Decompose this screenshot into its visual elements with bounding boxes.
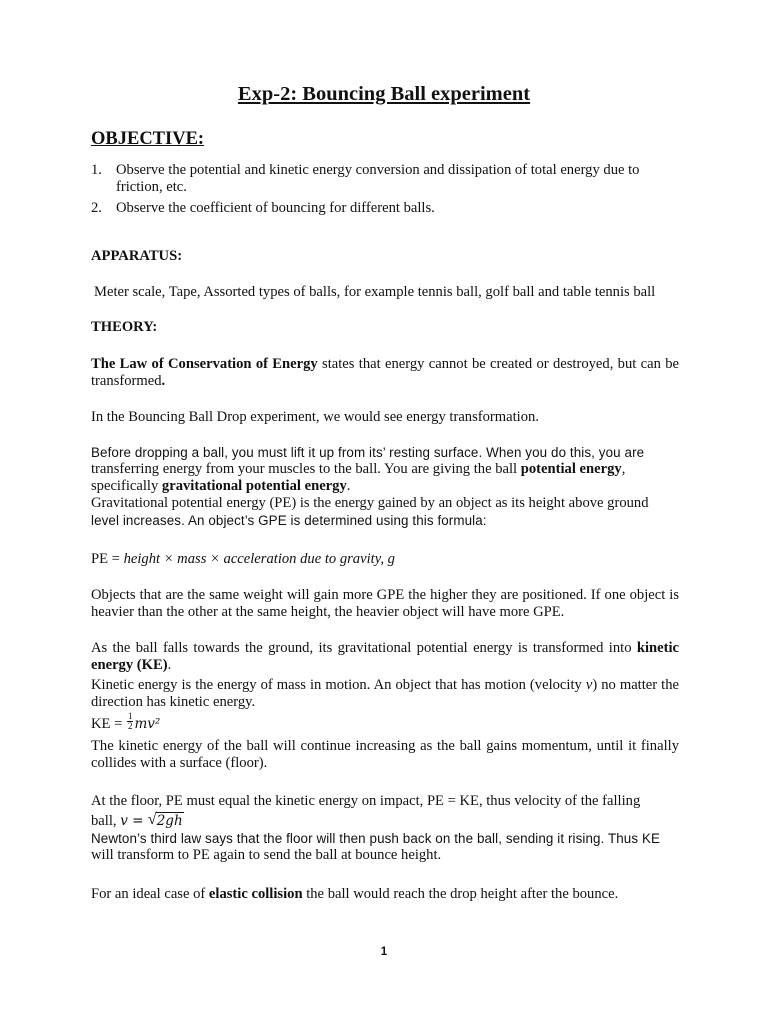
sqrt-radicand: 2gh — [156, 813, 183, 829]
list-item — [91, 200, 679, 217]
elastic-collision-term: elastic collision — [208, 886, 303, 902]
newton-line-2: will transform to PE again to send the ball at bounce height. — [91, 847, 442, 863]
fraction-denominator: 2 — [127, 721, 133, 731]
kinetic-text: As the ball falls towards the ground, its gravitational potential energy is transformed into — [91, 640, 637, 656]
list-item-text: Observe the potential and kinetic energy conversion and dissipation of total energy due to friction, etc. — [116, 162, 640, 195]
pe-formula-prefix: PE = — [91, 551, 124, 567]
objective-list — [91, 162, 679, 221]
punct: . — [346, 478, 351, 494]
kinetic-energy-term: kinetic energy (KE) — [91, 640, 679, 673]
objective-heading: OBJECTIVE: — [91, 129, 205, 149]
sqrt-icon: √ — [147, 811, 157, 828]
lift-line-1: Before dropping a ball, you must lift it up from its’ resting surface. When you do this, you are — [91, 445, 645, 460]
lift-line-2 — [91, 461, 679, 478]
motion-text: Kinetic energy is the energy of mass in motion. An object that has motion (velocity — [91, 677, 586, 693]
momentum-paragraph: The kinetic energy of the ball will continue increasing as the ball gains momentum, until it finally collides with a surface (floor). — [91, 738, 679, 771]
floor-line-1: At the floor, PE must equal the kinetic energy on impact, PE = KE, thus velocity of the falling — [91, 793, 641, 809]
half-fraction — [127, 712, 134, 731]
fraction-numerator: 1 — [127, 711, 133, 721]
potential-energy-term: potential energy — [520, 461, 622, 477]
punct: . — [167, 657, 172, 673]
ke-formula — [91, 711, 679, 734]
newton-line-1: Newton’s third law says that the floor will then push back on the ball, sending it rising. Thus KE — [91, 831, 661, 846]
list-item-text: Observe the coefficient of bouncing for different balls. — [116, 200, 435, 216]
ke-formula-expression: mv² — [134, 715, 161, 732]
velocity-symbol: v — [585, 677, 593, 693]
gpe-term: gravitational potential energy — [161, 478, 347, 494]
transformation-paragraph: In the Bouncing Ball Drop experiment, we would see energy transformation. — [91, 409, 539, 425]
lift-text: specifically — [91, 478, 162, 494]
page-title: Exp-2: Bouncing Ball experiment — [237, 83, 531, 105]
lift-paragraph — [91, 444, 679, 529]
conservation-law-term: The Law of Conservation of Energy — [91, 356, 318, 372]
theory-heading: THEORY: — [91, 319, 158, 335]
elastic-text-end: the ball would reach the drop height after the bounce. — [302, 886, 619, 902]
gpe-line-2: level increases. An object’s GPE is determined using this formula: — [91, 513, 487, 528]
apparatus-heading: APPARATUS: — [91, 248, 183, 264]
list-item-number: 1. — [91, 162, 102, 178]
page-number: 1 — [380, 946, 388, 958]
conservation-text: states that energy cannot be created or destroyed, but can be transformed — [91, 356, 679, 389]
motion-paragraph — [91, 677, 679, 711]
ke-formula-prefix: KE = — [91, 715, 126, 732]
elastic-paragraph — [91, 886, 679, 903]
conservation-paragraph — [91, 356, 679, 390]
conservation-period: . — [161, 373, 166, 389]
pe-formula — [91, 551, 679, 568]
lift-line-3 — [91, 478, 679, 495]
velocity-equation: v = — [120, 813, 148, 829]
pe-formula-expression: height × mass × acceleration due to gravity, g — [123, 551, 395, 567]
floor-line-2 — [91, 813, 679, 830]
punct: , — [621, 461, 626, 477]
apparatus-text: Meter scale, Tape, Assorted types of balls, for example tennis ball, golf ball and table tennis ball — [94, 284, 656, 300]
kinetic-paragraph — [91, 640, 679, 674]
gpe-line-1: Gravitational potential energy (PE) is the energy gained by an object as its height above ground — [91, 495, 649, 511]
floor-text: ball, — [91, 813, 121, 829]
motion-text-end: ) no matter the direction has kinetic energy. — [91, 677, 679, 710]
list-item-number: 2. — [91, 200, 102, 216]
weight-paragraph: Objects that are the same weight will gain more GPE the higher they are positioned. If one object is heavier than the other at the same height, the heavier object will have more GPE. — [91, 587, 679, 620]
floor-paragraph — [91, 793, 679, 864]
elastic-text: For an ideal case of — [91, 886, 209, 902]
list-item — [91, 162, 679, 196]
sqrt-expression — [148, 813, 184, 830]
lift-text: transferring energy from your muscles to the ball. You are giving the ball — [91, 461, 521, 477]
